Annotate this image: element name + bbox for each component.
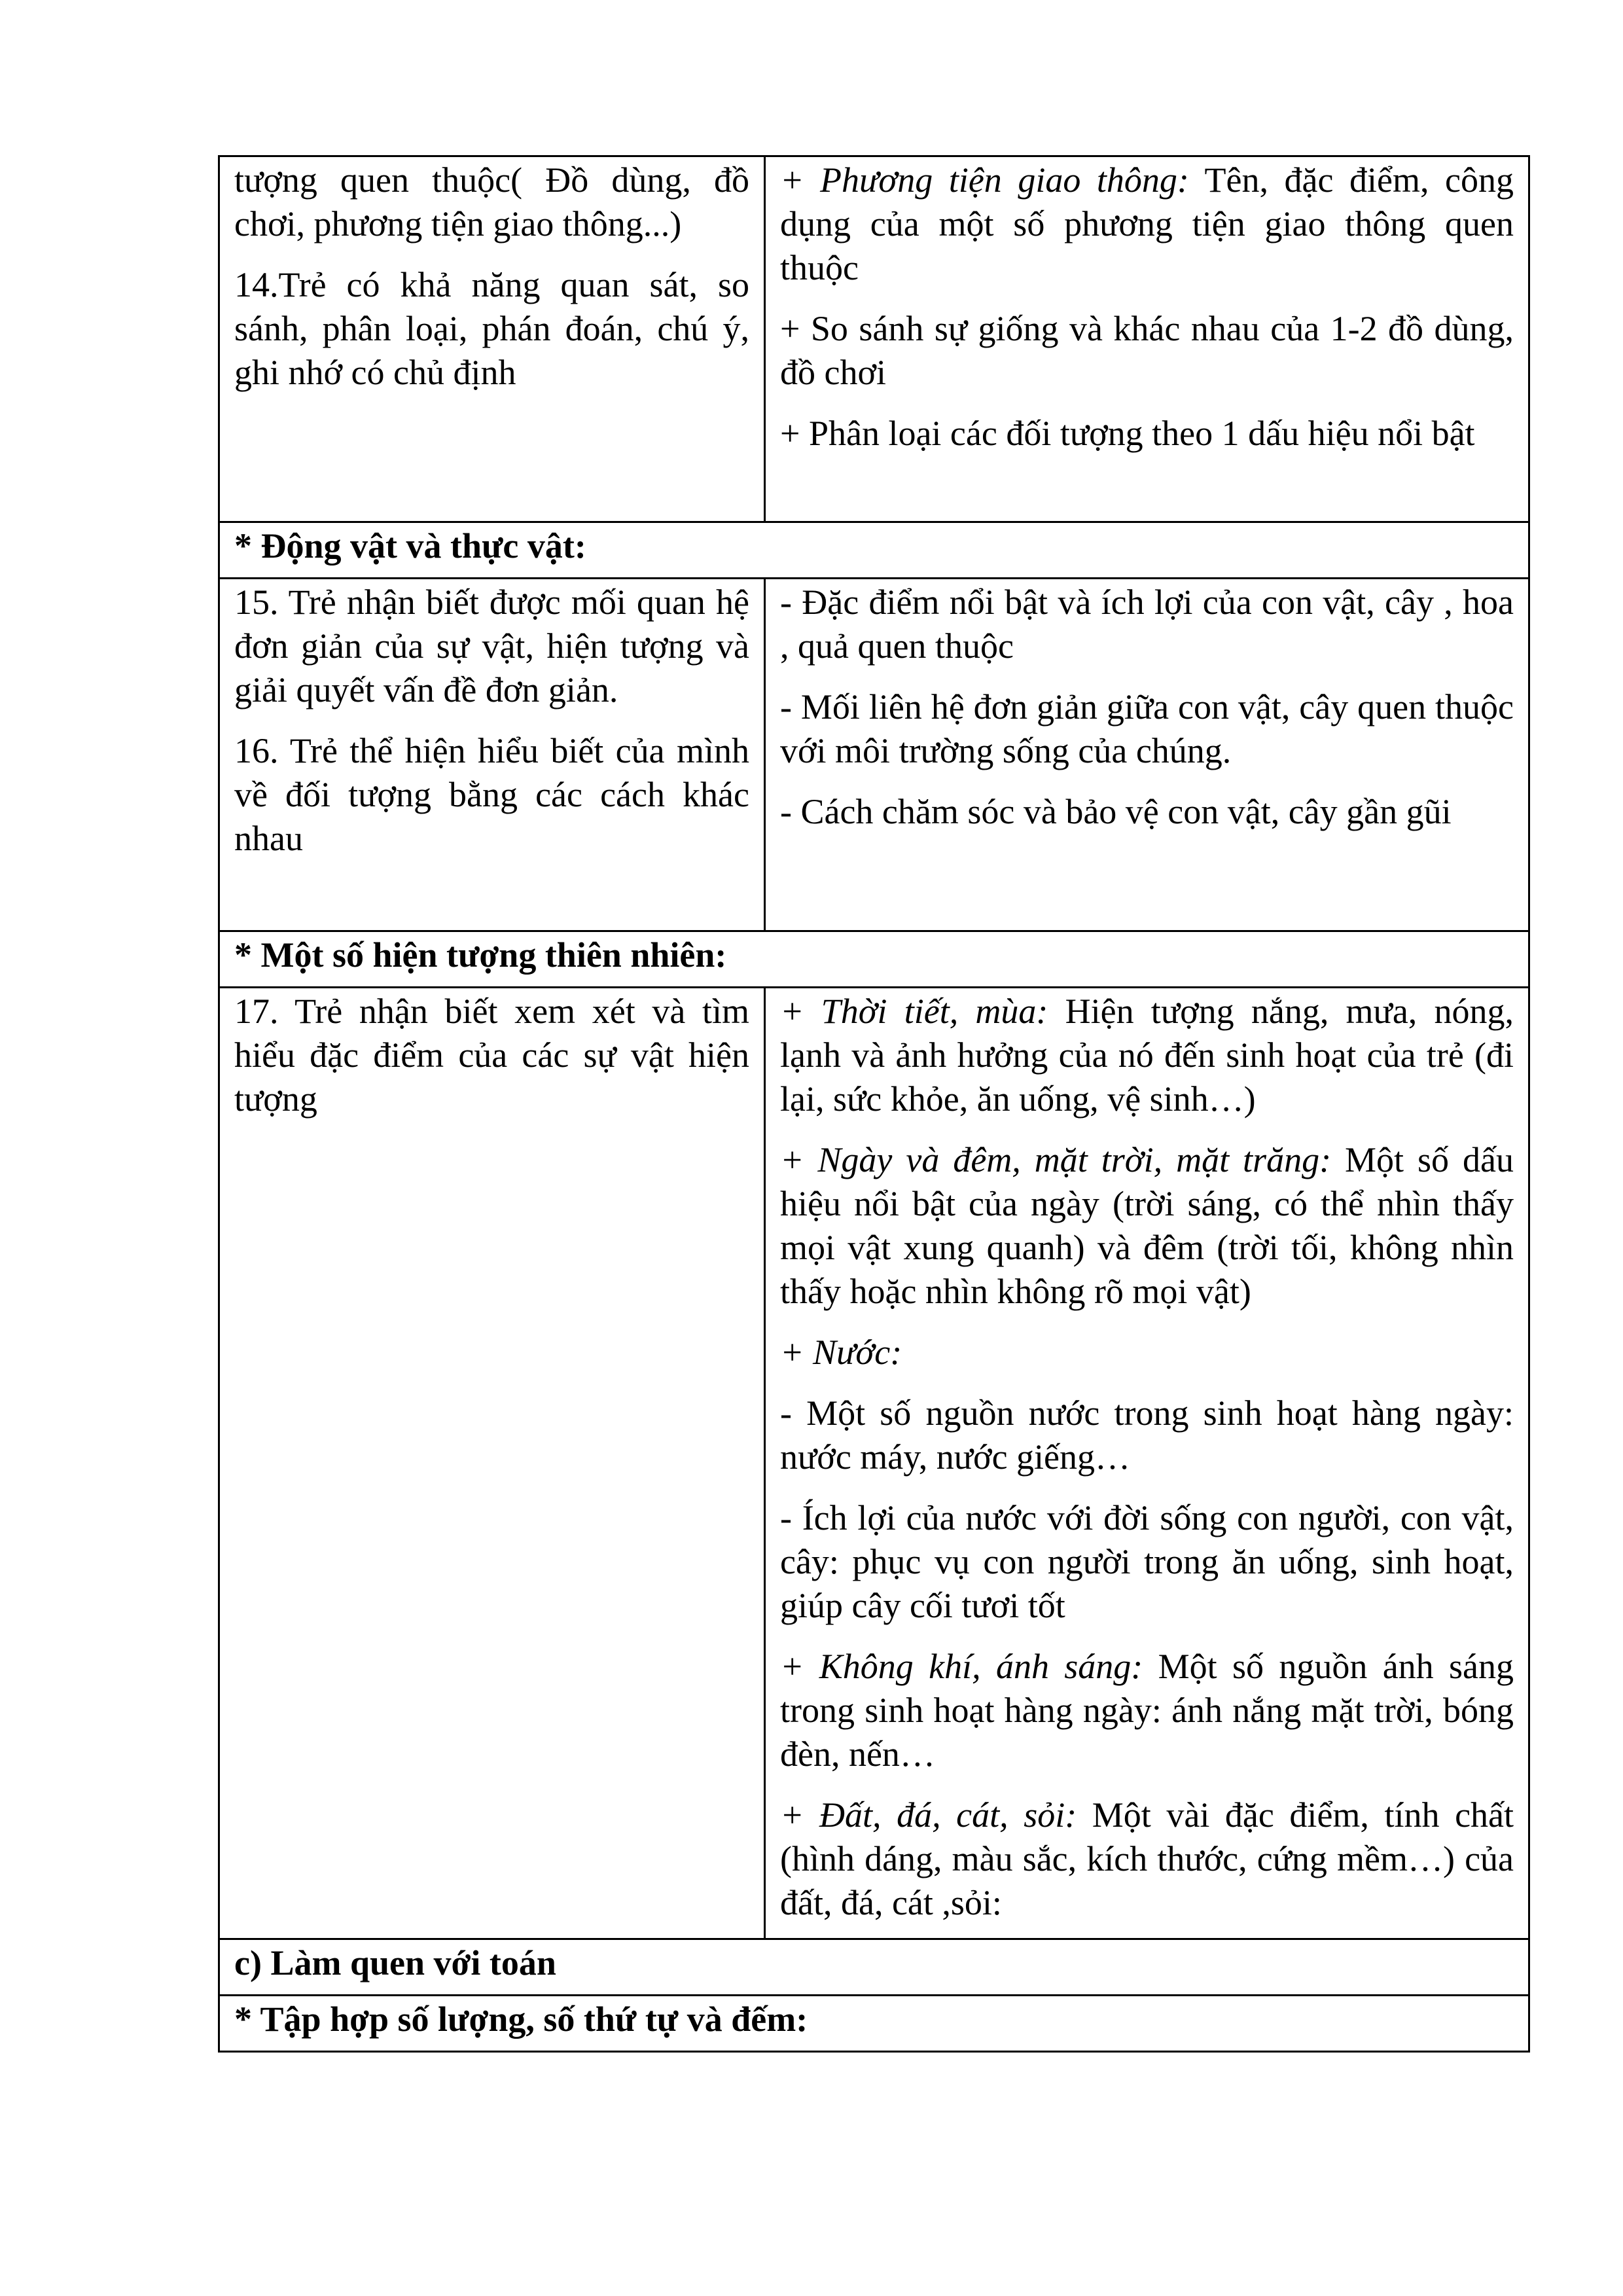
goal-text: 17. Trẻ nhận biết xem xét và tìm hiểu đặc điểm của các sự vật hiện tượng — [234, 992, 749, 1119]
content-item: - Mối liên hệ đơn giản giữa con vật, cây quen thuộc với môi trường sống của chúng. — [780, 687, 1514, 770]
content-item: - Đặc điểm nổi bật và ích lợi của con vật, cây , hoa , quả quen thuộc — [780, 583, 1514, 666]
section-row — [219, 1939, 1529, 1996]
content-heading: + Ngày và đêm, mặt trời, mặt trăng: — [780, 1140, 1332, 1179]
section-row — [219, 522, 1529, 579]
goals-cell — [219, 156, 765, 522]
goals-cell — [219, 579, 765, 931]
section-row — [219, 1996, 1529, 2052]
content-item — [780, 1496, 1514, 1628]
content-text: Một số nguồn ánh sáng trong sinh hoạt hàng ngày: ánh nắng mặt trời, bóng đèn, nến… — [780, 1647, 1514, 1774]
section-heading: * Động vật và thực vật: — [219, 522, 1529, 579]
section-heading: * Một số hiện tượng thiên nhiên: — [219, 931, 1529, 988]
content-text: - Ích lợi của nước với đời sống con người, con vật, cây: phục vụ con người trong ăn uống, sinh hoạt, giúp cây cối tươi tốt — [780, 1498, 1514, 1625]
goal-text: tượng quen thuộc( Đồ dùng, đồ chơi, phương tiện giao thông...) — [234, 160, 749, 243]
content-item — [780, 1793, 1514, 1925]
content-item: + Phân loại các đối tượng theo 1 dấu hiệu nổi bật — [780, 414, 1475, 453]
section-heading: c) Làm quen với toán — [219, 1939, 1529, 1996]
content-item — [780, 1391, 1514, 1479]
table-row — [219, 156, 1529, 522]
content-item — [780, 158, 1514, 290]
content-heading: + Không khí, ánh sáng: — [780, 1647, 1143, 1686]
content-text: Hiện tượng nắng, mưa, nóng, lạnh và ảnh hưởng của nó đến sinh hoạt của trẻ (đi lại, sức khỏe, ăn uống, vệ sinh…) — [780, 992, 1514, 1119]
section-heading: * Tập hợp số lượng, số thứ tự và đếm: — [219, 1996, 1529, 2052]
content-cell — [765, 156, 1529, 522]
content-heading: + Phương tiện giao thông: — [780, 160, 1189, 200]
content-item: - Cách chăm sóc và bảo vệ con vật, cây gần gũi — [780, 792, 1452, 831]
content-cell — [765, 988, 1529, 1939]
content-text: Tên, đặc điểm, công dụng của một số phương tiện giao thông quen thuộc — [780, 160, 1514, 287]
table-row — [219, 579, 1529, 931]
content-text: Một số dấu hiệu nổi bật của ngày (trời sáng, có thể nhìn thấy mọi vật xung quanh) và đêm (trời tối, không nhìn thấy hoặc nhìn không rõ mọi vật) — [780, 1140, 1514, 1311]
goals-cell — [219, 988, 765, 1939]
content-item — [780, 1331, 1514, 1374]
content-cell — [765, 579, 1529, 931]
content-text: Một vài đặc điểm, tính chất (hình dáng, màu sắc, kích thước, cứng mềm…) của đất, đá, cát ,sỏi: — [780, 1795, 1514, 1922]
content-heading: + Nước: — [780, 1333, 902, 1372]
content-table — [218, 155, 1530, 2053]
content-item — [780, 1645, 1514, 1776]
content-item — [780, 990, 1514, 1121]
content-heading: + Đất, đá, cát, sỏi: — [780, 1795, 1077, 1835]
content-heading: + Thời tiết, mùa: — [780, 992, 1048, 1031]
content-text: - Một số nguồn nước trong sinh hoạt hàng ngày: nước máy, nước giếng… — [780, 1393, 1514, 1477]
goal-text: 16. Trẻ thể hiện hiểu biết của mình về đối tượng bằng các cách khác nhau — [234, 731, 749, 858]
content-item: + So sánh sự giống và khác nhau của 1-2 đồ dùng, đồ chơi — [780, 309, 1514, 392]
goal-text: 15. Trẻ nhận biết được mối quan hệ đơn giản của sự vật, hiện tượng và giải quyết vấn đề đơn giản. — [234, 583, 749, 709]
goal-text: 14.Trẻ có khả năng quan sát, so sánh, phân loại, phán đoán, chú ý, ghi nhớ có chủ định — [234, 265, 749, 392]
section-row — [219, 931, 1529, 988]
content-item — [780, 1138, 1514, 1314]
table-row — [219, 988, 1529, 1939]
